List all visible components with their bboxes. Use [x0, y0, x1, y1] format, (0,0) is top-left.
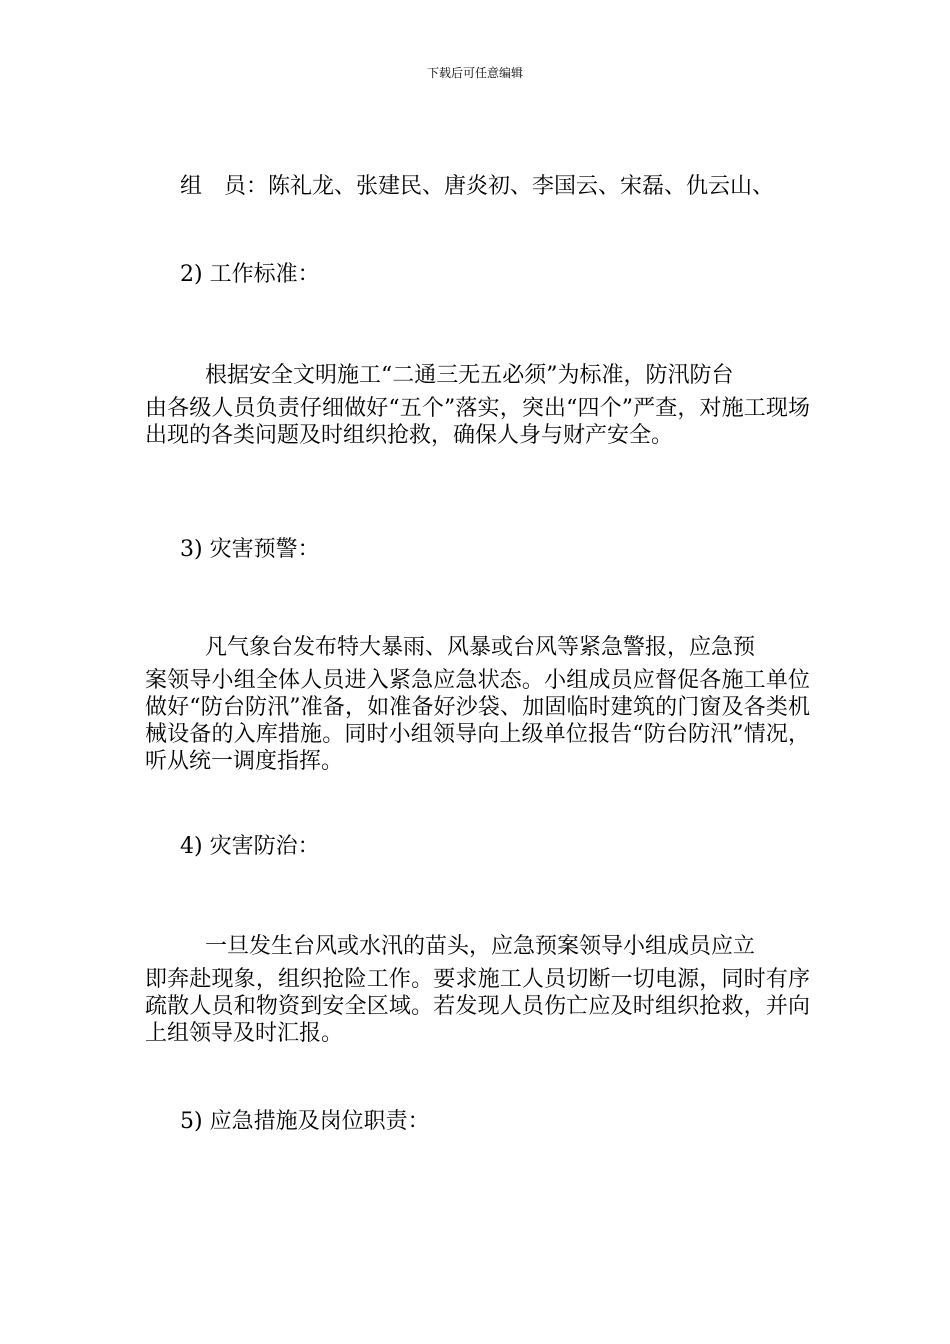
section-heading-work-standard: 2) 工作标准：: [180, 262, 320, 287]
paragraph-first-line: 根据安全文明施工“二通三无五必须”为标准，防汛防台: [205, 363, 734, 388]
paragraph-work-standard: [145, 362, 810, 449]
members-label: 组 员：: [180, 174, 269, 199]
paragraph-body: 即奔赴现象，组织抢险工作。要求施工人员切断一切电源，同时有序疏散人员和物资到安全区域。若发现人员伤亡应及时组织抢救，并向上组领导及时汇报。: [145, 967, 810, 1046]
paragraph-disaster-warning: [145, 634, 810, 775]
paragraph-body: 案领导小组全体人员进入紧急应急状态。小组成员应督促各施工单位做好“防台防汛”准备，如准备好沙袋、加固临时建筑的门窗及各类机械设备的入库措施。同时小组领导向上级单位报告“防台防汛”情况，听从统一调度指挥。: [145, 668, 810, 774]
paragraph-body: 由各级人员负责仔细做好“五个”落实，突出“四个”严查，对施工现场出现的各类问题及时组织抢救，确保人身与财产安全。: [145, 396, 810, 448]
members-line: [180, 173, 774, 201]
page-header-note: 下载后可任意编辑: [426, 66, 523, 80]
members-names: 陈礼龙、张建民、唐炎初、李国云、宋磊、仇云山、: [268, 174, 775, 199]
section-heading-disaster-prevention: 4) 灾害防治：: [180, 834, 320, 859]
paragraph-disaster-prevention: [145, 933, 810, 1047]
paragraph-first-line: 凡气象台发布特大暴雨、风暴或台风等紧急警报，应急预: [205, 635, 756, 660]
section-heading-disaster-warning: 3) 灾害预警：: [180, 537, 320, 562]
section-heading-emergency-measures: 5) 应急措施及岗位职责：: [180, 1109, 430, 1134]
paragraph-first-line: 一旦发生台风或水汛的苗头，应急预案领导小组成员应立: [205, 934, 756, 959]
